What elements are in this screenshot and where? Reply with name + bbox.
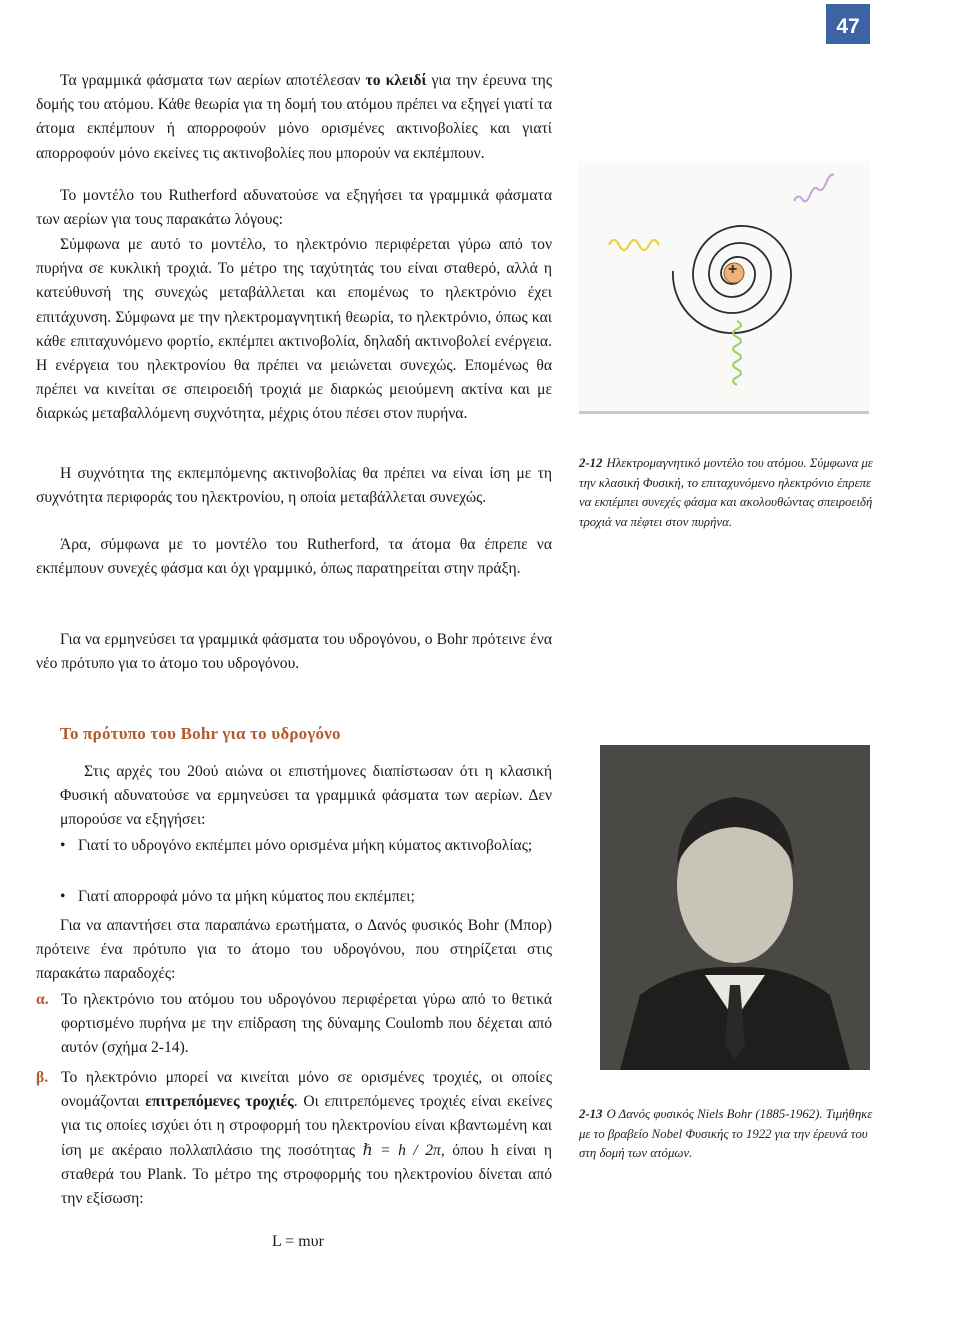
- portrait-silhouette: [600, 745, 870, 1070]
- figure-number: 2-13: [579, 1107, 603, 1121]
- item-marker-beta: β.: [36, 1069, 49, 1086]
- key-phrase: το κλειδί: [365, 72, 427, 89]
- bullet-dot: •: [60, 837, 66, 854]
- nucleus-plus: +: [728, 261, 738, 278]
- atom-model-figure: [579, 161, 869, 414]
- bullet-item: Γιατί απορροφά μόνο τα μήκη κύματος που εκπέμπει;: [78, 888, 415, 905]
- section-heading: Το πρότυπο του Bohr για το υδρογόνο: [60, 724, 341, 743]
- caption-text: Ο Δανός φυσικός Niels Bohr (1885-1962). Τιμήθηκε με το βραβείο Nobel Φυσικής το 1922 για την έρευνά του στη δομή των ατόμων.: [579, 1107, 873, 1160]
- section-paragraph-1: Στις αρχές του 20ού αιώνα οι επιστήμονες διαπίστωσαν ότι η κλασική Φυσική αδυνατούσε να ερμηνεύσει τα γραμμικά φάσματα των αερίων. Δεν μπορούσε να εξηγήσει:: [60, 763, 552, 829]
- page-number: 47: [826, 4, 870, 44]
- intro-paragraph-6: Για να ερμηνεύσει τα γραμμικά φάσματα του υδρογόνου, ο Bohr πρότεινε ένα νέο πρότυπο για το άτομο του υδρογόνου.: [36, 631, 552, 673]
- figure-number: 2-12: [579, 456, 603, 470]
- beta-text: Το ηλεκτρόνιο μπορεί να κινείται μόνο σε ορισμένες τροχιές, οι οποίες ονομάζονται: [61, 1069, 552, 1111]
- bullet-item: Γιατί το υδρογόνο εκπέμπει μόνο ορισμένα μήκη κύματος ακτινοβολίας;: [78, 837, 533, 854]
- intro-paragraph-5: Άρα, σύμφωνα με το μοντέλο του Rutherford, τα άτομα θα έπρεπε να εκπέμπουν συνεχές φάσμα και όχι γραμμικό, όπως παρατηρείται στην πράξη.: [36, 536, 552, 578]
- figure-2-13-caption: [579, 1105, 875, 1164]
- intro-paragraph-3: Σύμφωνα με αυτό το μοντέλο, το ηλεκτρόνιο περιφέρεται γύρω από τον πυρήνα σε κυκλική τροχιά. Το μέτρο της ταχύτητάς του είναι σταθερό, αλλά η κατεύθυνσή της συνεχώς μεταβάλλεται και επομένως το ηλεκτρόνιο έχει επιτάχυνση. Σύμφωνα με την ηλεκτρομαγνητική θεωρία, το ηλεκτρόνιο, όπως και κάθε επιταχυνόμενο φορτίο, εκπέμπει ακτινοβολία, δηλαδή ακτινοβολεί ενέργεια. Η ενέργεια του ηλεκτρονίου θα πρέπει να μειώνεται συνεχώς. Επομένως θα πρέπει να κινείται σε σπειροειδή τροχιά με διαρκώς μειούμενη ακτίνα και με διαρκώς μεταβαλλόμενη συχνότητα, μέχρις ότου πέσει στον πυρήνα.: [36, 236, 552, 423]
- beta-text-end: , όπου h είναι η σταθερά του Plank. Το μέτρο της στροφορμής του ηλεκτρονίου δίνεται από την εξίσωση:: [61, 1141, 552, 1208]
- caption-text: Ηλεκτρομαγνητικό μοντέλο του ατόμου. Σύμφωνα με την κλασική Φυσική, το επιταχυνόμενο ηλεκτρόνιο έπρεπε να εκπέμπει συνεχές φάσμα και ακολουθώντας σπειροειδή τροχιά να πέφτει στον πυρήνα.: [579, 456, 873, 529]
- intro-paragraph-1: [36, 69, 552, 166]
- intro-text: Τα γραμμικά φάσματα των αερίων αποτέλεσαν: [60, 72, 366, 89]
- spiral-orbit-diagram: [579, 161, 869, 411]
- bohr-portrait-photo: [600, 745, 870, 1070]
- item-marker-alpha: α.: [36, 991, 49, 1008]
- intro-text-cont: για την έρευνα της δομής του ατόμου. Κάθε θεωρία για τη δομή του ατόμου πρέπει να εξηγεί γιατί τα άτομα εκπέμπουν ή απορροφούν μόνο ορισμένες ακτινοβολίες και γιατί απορροφούν μόνο εκείνες τις ακτινοβολίες που μπορούν να εκπέμπουν.: [36, 72, 552, 162]
- item-beta-text: [61, 1066, 552, 1211]
- wave-green: [733, 321, 741, 385]
- figure-2-12-caption: [579, 454, 875, 532]
- hbar-expression: ℏ = h / 2π: [362, 1141, 441, 1159]
- bullet-dot: •: [60, 888, 66, 905]
- section-paragraph-2: Για να απαντήσει στα παραπάνω ερωτήματα, ο Δανός φυσικός Bohr (Μπορ) πρότεινε ένα πρότυπο για το άτομο του υδρογόνου, που στηρίζεται στις παρακάτω παραδοχές:: [36, 917, 552, 983]
- beta-text-cont: . Οι επιτρεπόμενες τροχιές είναι εκείνες για τις οποίες ισχύει ότι η στροφορμή του ηλεκτρονίου είναι κβαντωμένη και ίση με ακέραιο πολλαπλάσιο της ποσότητας: [61, 1093, 553, 1159]
- intro-paragraph-4: Η συχνότητα της εκπεμπόμενης ακτινοβολίας θα πρέπει να είναι ίση με τη συχνότητα περιφοράς του ηλεκτρονίου, η οποία μεταβάλλεται συνεχώς.: [36, 465, 552, 507]
- angular-momentum-formula: L = mυr: [272, 1233, 324, 1250]
- wave-violet: [794, 175, 834, 202]
- allowed-orbits-term: επιτρεπόμενες τροχιές: [145, 1093, 294, 1111]
- wave-yellow: [609, 240, 659, 250]
- item-alpha-text: Το ηλεκτρόνιο του ατόμου του υδρογόνου περιφέρεται γύρω από το θετικά φορτισμένο πυρήνα με την επίδραση της δύναμης Coulomb που δέχεται από αυτόν (σχήμα 2-14).: [61, 991, 552, 1057]
- intro-paragraph-2: Το μοντέλο του Rutherford αδυνατούσε να εξηγήσει τα γραμμικά φάσματα των αερίων για τους παρακάτω λόγους:: [36, 187, 552, 229]
